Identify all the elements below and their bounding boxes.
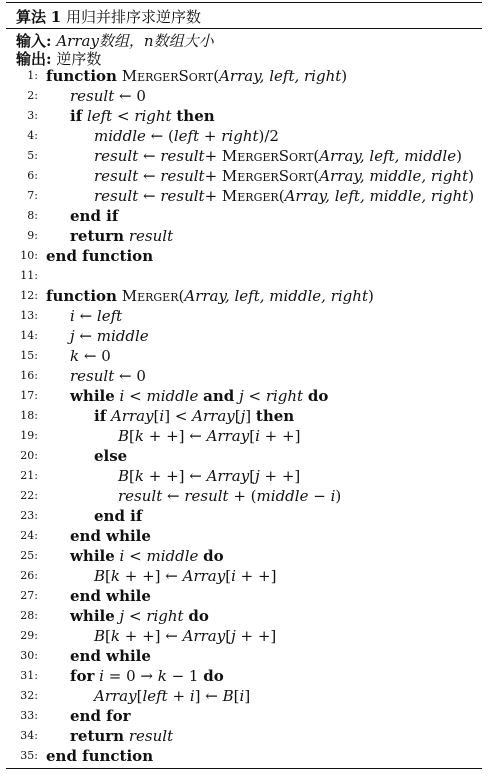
line-number: 22: [20,489,38,502]
line-number: 17: [20,389,38,402]
line-code: end while [70,647,151,665]
line-number: 25: [20,549,38,562]
input-label: 输入: [16,32,52,50]
line-code: end if [94,507,143,525]
line-code: function Merger(Array, left, middle, right) [46,287,374,305]
line-number: 26: [20,569,38,582]
line-code: while i < middle and j < right do [70,387,329,405]
line-code: return result [70,227,174,245]
bottom-rule [6,768,482,769]
line-code: end function [46,747,154,765]
line-number: 14: [20,329,38,342]
line-code: return result [70,727,174,745]
line-number: 29: [20,629,38,642]
line-number: 16: [20,369,38,382]
line-code: end for [70,707,131,725]
line-number: 32: [20,689,38,702]
line-number: 6: [27,169,38,182]
line-number: 33: [20,709,38,722]
line-code: result ← result+ Merger(Array, left, middle, right) [94,187,475,205]
line-number: 2: [27,89,38,102]
line-number: 1: [27,69,38,82]
line-number: 10: [20,249,38,262]
line-number: 24: [20,529,38,542]
line-number: 9: [27,229,38,242]
line-code: end function [46,247,154,265]
line-number: 30: [20,649,38,662]
line-number: 11: [20,269,38,282]
line-number: 8: [27,209,38,222]
line-number: 13: [20,309,38,322]
line-code: result ← 0 [70,367,146,385]
line-number: 5: [27,149,38,162]
line-code: function MergerSort(Array, left, right) [46,67,348,85]
line-number: 28: [20,609,38,622]
line-code: Array[left + i] ← B[i] [94,687,251,705]
caption-rule [6,28,482,29]
line-code: j ← middle [70,327,149,345]
line-code: result ← result + (middle − i) [118,487,342,505]
line-number: 20: [20,449,38,462]
caption-number: 1 [50,8,62,26]
line-code: end while [70,587,151,605]
line-code: B[k + +] ← Array[j + +] [94,627,277,645]
line-code: if left < right then [70,107,215,125]
caption-label: 算法 [16,8,47,26]
line-code: middle ← (left + right)/2 [94,127,279,145]
line-code: B[k + +] ← Array[i + +] [94,567,277,585]
line-code: while j < right do [70,607,209,625]
line-number: 34: [20,729,38,742]
line-code: B[k + +] ← Array[j + +] [118,467,301,485]
line-code: end while [70,527,151,545]
line-number: 35: [20,749,38,762]
output-label: 输出: [16,50,52,68]
line-number: 31: [20,669,38,682]
line-code: if Array[i] < Array[j] then [94,407,295,425]
line-code: while i < middle do [70,547,224,565]
line-code: result ← 0 [70,87,146,105]
output-value: 逆序数 [56,50,102,68]
line-number: 21: [20,469,38,482]
line-code: k ← 0 [70,347,111,365]
top-rule [6,2,482,3]
line-number: 23: [20,509,38,522]
line-number: 4: [27,129,38,142]
line-code: result ← result+ MergerSort(Array, left, middle) [94,147,462,165]
line-code: end if [70,207,119,225]
algorithm-caption [16,6,201,27]
line-number: 27: [20,589,38,602]
line-number: 18: [20,409,38,422]
line-number: 19: [20,429,38,442]
line-number: 7: [27,189,38,202]
line-code: for i = 0 → k − 1 do [70,667,224,685]
line-code: else [94,447,128,465]
line-number: 12: [20,289,38,302]
line-number: 3: [27,109,38,122]
line-code: i ← left [70,307,123,325]
caption-title: 用归并排序求逆序数 [66,8,202,26]
line-number: 15: [20,349,38,362]
line-code: result ← result+ MergerSort(Array, middle, right) [94,167,474,185]
input-value: Array数组，n数组大小 [56,32,214,50]
line-code: B[k + +] ← Array[i + +] [118,427,301,445]
